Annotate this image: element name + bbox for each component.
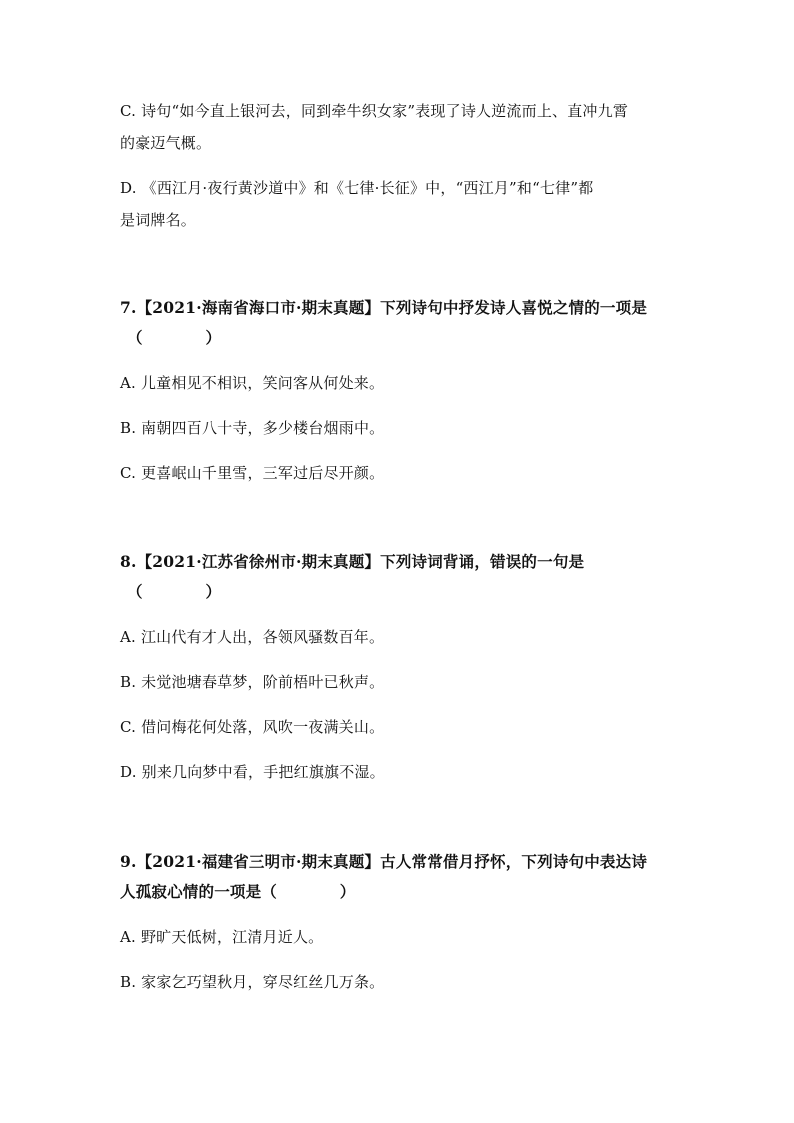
q7-option-c: C. 更喜岷山千里雪，三军过后尽开颜。	[120, 464, 385, 482]
q6-option-c-line1: C. 诗句“如今直上银河去，同到牵牛织女家”表现了诗人逆流而上、直冲九霄	[120, 102, 629, 120]
q7-option-a: A. 儿童相见不相识，笑问客从何处来。	[120, 374, 385, 392]
q7-option-b: B. 南朝四百八十寺，多少楼台烟雨中。	[120, 419, 385, 437]
q9-option-b: B. 家家乞巧望秋月，穿尽红丝几万条。	[120, 973, 385, 991]
q8-option-b: B. 未觉池塘春草梦，阶前梧叶已秋声。	[120, 673, 385, 691]
q6-option-c-line2: 的豪迈气概。	[120, 134, 212, 152]
q7-stem-line1: 7.【2021·海南省海口市·期末真题】下列诗句中抒发诗人喜悦之情的一项是	[120, 298, 648, 317]
q8-option-a: A. 江山代有才人出，各领风骚数百年。	[120, 628, 385, 646]
q8-stem-line1: 8.【2021·江苏省徐州市·期末真题】下列诗词背诵，错误的一句是	[120, 552, 585, 571]
q9-option-a: A. 野旷天低树，江清月近人。	[120, 928, 324, 946]
q9-stem-line2: 人孤寂心情的一项是（ ）	[120, 882, 356, 901]
q8-option-d: D. 别来几向梦中看，手把红旗旗不湿。	[120, 763, 385, 781]
q8-answer-blank: （ ）	[127, 582, 222, 601]
q9-stem-line1: 9.【2021·福建省三明市·期末真题】古人常常借月抒怀，下列诗句中表达诗	[120, 852, 648, 871]
q8-option-c: C. 借问梅花何处落，风吹一夜满关山。	[120, 718, 385, 736]
q7-answer-blank: （ ）	[127, 328, 222, 347]
q6-option-d-line2: 是词牌名。	[120, 211, 197, 229]
q6-option-d-line1: D. 《西江月·夜行黄沙道中》和《七律·长征》中，“西江月”和“七律”都	[120, 179, 594, 197]
